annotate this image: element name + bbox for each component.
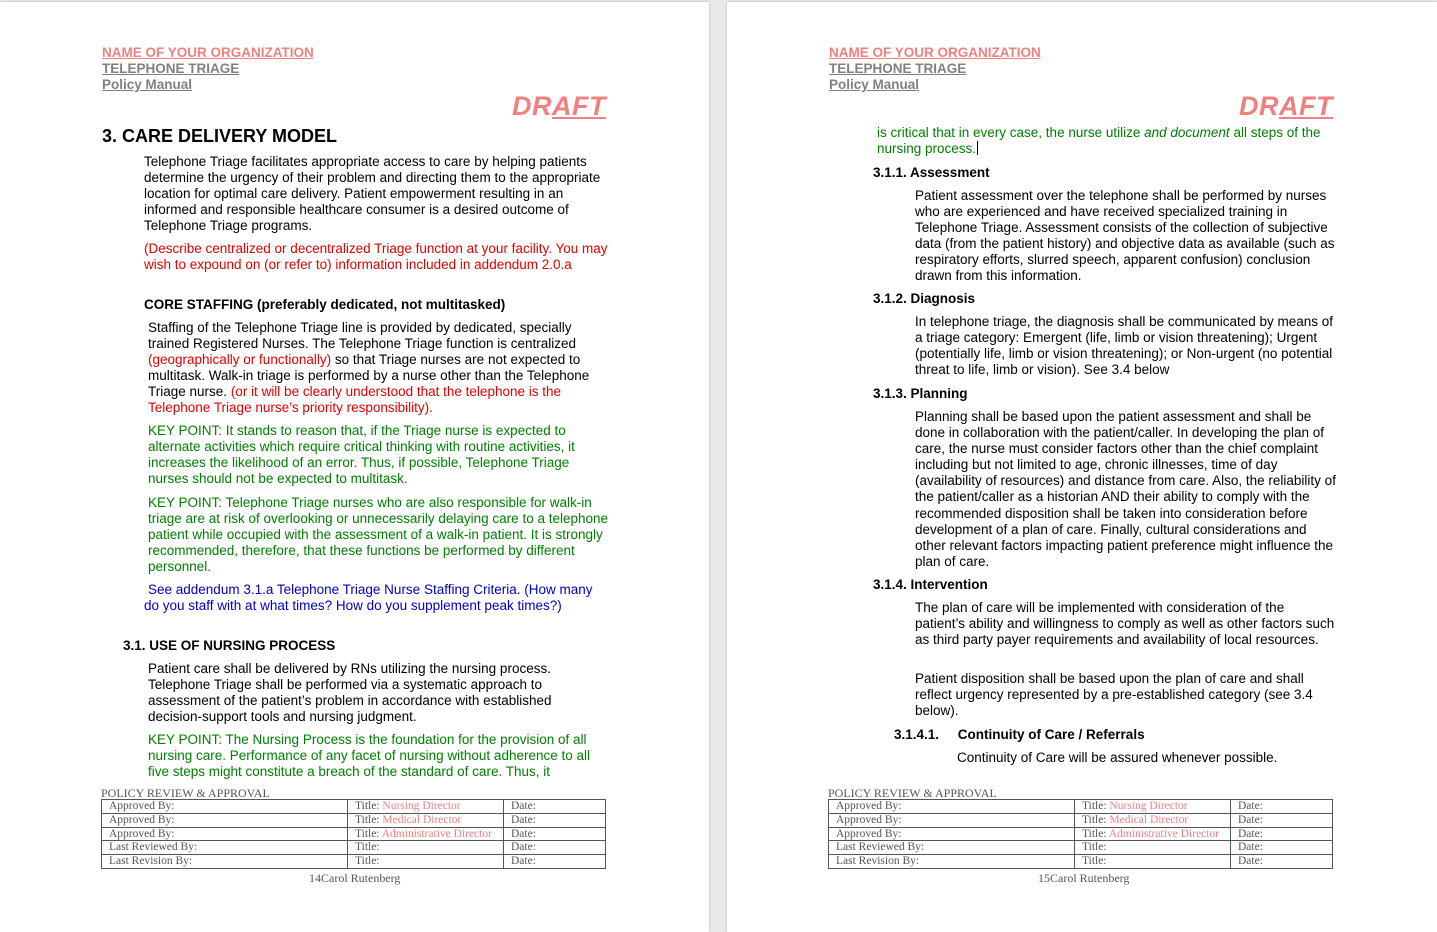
title-label: Title: xyxy=(355,855,380,868)
approval-date: Date: xyxy=(1231,855,1333,869)
approval-date: Date: xyxy=(504,800,606,814)
approval-title-cell xyxy=(1075,813,1231,827)
key-point-3: KEY POINT: The Nursing Process is the foundation for the provision of all nursing care. Performance of any facet of nursing without adherence to all five steps might constitute a breach of the standard of care. Thus, it xyxy=(148,732,590,780)
staffing-paragraph: Staffing of the Telephone Triage line is provided by dedicated, specially trained Registered Nurses. The Telephone Triage function is centralized (geographically or functionally) so that Triage nurses are not expected to multitask. Walk-in triage is performed by a nurse other than the Telephone Triage nurse. (or it will be clearly understood that the telephone is the Telephone Triage nurse’s priority responsibility). xyxy=(148,320,590,416)
approval-row xyxy=(102,841,606,855)
section-title: 3. CARE DELIVERY MODEL xyxy=(102,126,338,146)
approval-row xyxy=(829,855,1333,869)
approval-title-cell xyxy=(348,800,504,814)
intervention-heading: 3.1.4. Intervention xyxy=(873,577,988,592)
title-label: Title: xyxy=(355,813,383,826)
page-number: 14Carol Rutenberg xyxy=(309,871,401,885)
approval-row xyxy=(829,841,1333,855)
approval-date: Date: xyxy=(1231,800,1333,814)
approval-table xyxy=(828,799,1333,869)
approval-row xyxy=(102,855,606,869)
approval-row xyxy=(829,813,1333,827)
draft-watermark: DRAFT xyxy=(512,91,606,121)
addendum-note: See addendum 3.1.a Telephone Triage Nurse Staffing Criteria. (How many do you staff with at what times? How do you supplement peak times?) xyxy=(144,582,593,614)
key-point-2: KEY POINT: Telephone Triage nurses who are also responsible for walk-in triage are at risk of overlooking or unnecessarily delaying care to a telephone patient while occupied with the assessment of a walk-in patient. It is strongly recommended, therefore, that these functions be performed by different personnel. xyxy=(148,495,609,575)
approval-who: Approved By: xyxy=(829,813,1075,827)
title-label: Title: xyxy=(355,800,383,812)
draft-watermark: DRAFT xyxy=(1239,91,1333,121)
diagnosis-heading: 3.1.2. Diagnosis xyxy=(873,291,976,306)
document-page-left[interactable] xyxy=(0,2,709,932)
approval-who: Approved By: xyxy=(102,827,348,841)
approval-title-cell xyxy=(348,855,504,869)
approval-who: Approved By: xyxy=(102,800,348,814)
header-manual: Policy Manual xyxy=(829,77,920,92)
describe-note: (Describe centralized or decentralized Triage function at your facility. You may wish to expound on (or refer to) information included in addendum 2.0.a xyxy=(144,241,608,273)
title-label: Title: xyxy=(1082,813,1110,826)
title-label: Title: xyxy=(1082,841,1107,854)
assessment-heading: 3.1.1. Assessment xyxy=(873,165,990,180)
nursing-process-paragraph: Patient care shall be delivered by RNs utilizing the nursing process. Telephone Triage shall be performed via a systematic approach to assessment of the patient’s problem in accordance with established decision-support tools and nursing judgment. xyxy=(148,661,552,725)
title-label: Title: xyxy=(355,841,380,854)
approval-date: Date: xyxy=(504,855,606,869)
planning-heading: 3.1.3. Planning xyxy=(873,386,968,401)
approval-table xyxy=(101,799,606,869)
approval-who: Last Revision By: xyxy=(829,855,1075,869)
title-label: Title: xyxy=(355,827,382,840)
title-value: Nursing Director xyxy=(382,800,461,812)
approval-title: POLICY REVIEW & APPROVAL xyxy=(828,786,997,800)
key-point-1: KEY POINT: It stands to reason that, if the Triage nurse is expected to alternate activities which require critical thinking with routine activities, it increases the likelihood of an error. Thus, if possible, Telephone Triage nurses should not be expected to multitask. xyxy=(148,423,575,487)
continued-paragraph[interactable]: is critical that in every case, the nurse utilize and document all steps of the nursing process. xyxy=(877,125,1321,157)
approval-date: Date: xyxy=(1231,827,1333,841)
title-value: Administrative Director xyxy=(381,827,492,840)
approval-title-cell xyxy=(348,827,504,841)
approval-title-cell xyxy=(348,841,504,855)
header-org-name: NAME OF YOUR ORGANIZATION xyxy=(102,45,314,60)
approval-who: Approved By: xyxy=(102,813,348,827)
intervention-paragraph-1: The plan of care will be implemented with consideration of the patient’s ability and willingness to comply as well as other factors such as third party payer requirements and availability of local resources. xyxy=(915,600,1335,648)
title-value: Medical Director xyxy=(382,813,462,826)
approval-title-cell xyxy=(1075,841,1231,855)
approval-date: Date: xyxy=(1231,841,1333,855)
approval-row xyxy=(102,800,606,814)
planning-paragraph: Planning shall be based upon the patient assessment and shall be done in collaboration with the patient/caller. In developing the plan of care, the nurse must consider factors other than the chief complaint including but not limited to age, chronic illnesses, time of day (availability of resources) and distance from care. Also, the reliability of the patient/caller as a historian AND their ability to comply with the recommended disposition shall be taken into consideration before development of a plan of care. Finally, cultural considerations and other relevant factors impacting patient preference might influence the plan of care. xyxy=(915,409,1336,569)
header-department: TELEPHONE TRIAGE xyxy=(829,61,967,76)
approval-row xyxy=(829,827,1333,841)
text-cursor xyxy=(977,141,978,155)
approval-who: Approved By: xyxy=(829,800,1075,814)
approval-title-cell xyxy=(348,813,504,827)
header-manual: Policy Manual xyxy=(102,77,193,92)
approval-title-cell xyxy=(1075,827,1231,841)
page-number: 15Carol Rutenberg xyxy=(1038,871,1130,885)
title-value: Administrative Director xyxy=(1108,827,1219,840)
approval-date: Date: xyxy=(504,813,606,827)
approval-date: Date: xyxy=(1231,813,1333,827)
approval-who: Approved By: xyxy=(829,827,1075,841)
diagnosis-paragraph: In telephone triage, the diagnosis shall be communicated by means of a triage category: Emergent (life, limb or vision threatening); Urgent (potentially life, limb or vision threatening); or Non-urgent (no potential threat to life, limb or vision). See 3.4 below xyxy=(915,314,1334,378)
approval-row xyxy=(102,827,606,841)
header-org-name: NAME OF YOUR ORGANIZATION xyxy=(829,45,1041,60)
nursing-process-heading: 3.1. USE OF NURSING PROCESS xyxy=(123,638,336,653)
title-value: Nursing Director xyxy=(1109,800,1188,812)
approval-who: Last Reviewed By: xyxy=(829,841,1075,855)
document-page-right[interactable] xyxy=(727,2,1437,932)
approval-date: Date: xyxy=(504,827,606,841)
approval-title: POLICY REVIEW & APPROVAL xyxy=(101,786,270,800)
title-label: Title: xyxy=(1082,855,1107,868)
approval-date: Date: xyxy=(504,841,606,855)
title-value: Medical Director xyxy=(1109,813,1189,826)
title-label: Title: xyxy=(1082,800,1110,812)
continuity-heading: 3.1.4.1. Continuity of Care / Referrals xyxy=(894,727,1145,742)
assessment-paragraph: Patient assessment over the telephone shall be performed by nurses who are experienced and have received specialized training in Telephone Triage. Assessment consists of the collection of subjective data (from the patient history) and objective data as available (such as respiratory efforts, slurred speech, apparent confusion) conclusion drawn from this information. xyxy=(915,188,1335,284)
approval-title-cell xyxy=(1075,800,1231,814)
approval-title-cell xyxy=(1075,855,1231,869)
intervention-paragraph-2: Patient disposition shall be based upon the plan of care and shall reflect urgency represented by a pre-established category (see 3.4 below). xyxy=(915,671,1313,719)
approval-who: Last Reviewed By: xyxy=(102,841,348,855)
title-label: Title: xyxy=(1082,827,1109,840)
continuity-paragraph: Continuity of Care will be assured whenever possible. xyxy=(957,750,1278,765)
approval-row xyxy=(102,813,606,827)
approval-who: Last Revision By: xyxy=(102,855,348,869)
approval-row xyxy=(829,800,1333,814)
core-staffing-heading: CORE STAFFING (preferably dedicated, not multitasked) xyxy=(144,297,506,312)
intro-paragraph: Telephone Triage facilitates appropriate access to care by helping patients determine the urgency of their problem and directing them to the appropriate location for optimal care delivery. Patient empowerment resulting in an informed and responsible healthcare consumer is a desired outcome of Telephone Triage programs. xyxy=(144,154,601,234)
header-department: TELEPHONE TRIAGE xyxy=(102,61,240,76)
